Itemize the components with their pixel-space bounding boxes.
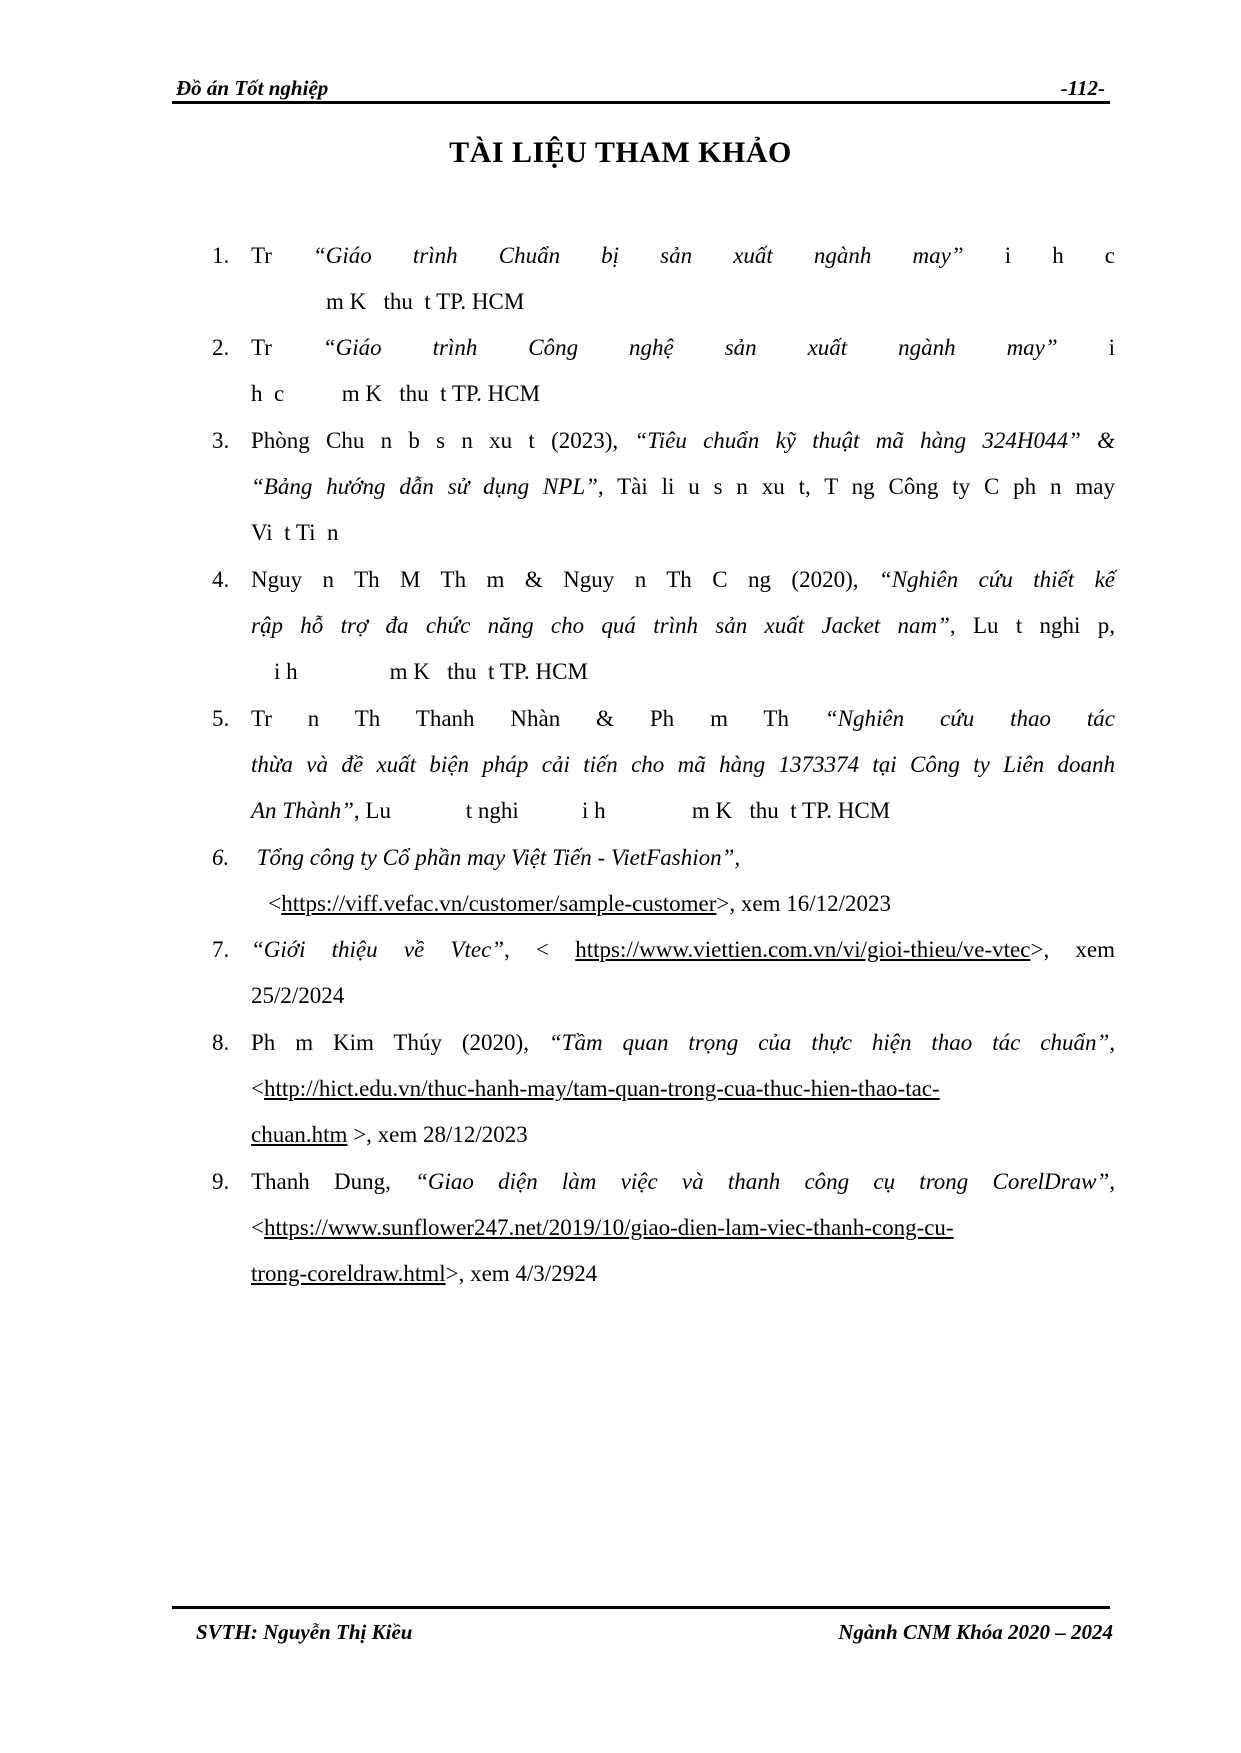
reference-text: , Lu t nghi p, [949, 613, 1115, 638]
reference-text: < [251, 1215, 264, 1240]
reference-text: < [251, 1076, 264, 1101]
reference-item-8 [212, 1020, 1115, 1158]
reference-item-3 [212, 418, 1115, 556]
reference-line [251, 464, 1115, 510]
reference-line [251, 881, 1115, 927]
reference-item-9 [212, 1159, 1115, 1297]
footer-divider [172, 1606, 1110, 1609]
reference-text: Ph m Kim Thúy (2020), [251, 1030, 529, 1055]
reference-text: Nguy n Th M Th m & Nguy n Th C ng (2020), [251, 567, 859, 592]
reference-line: 25/2/2024 [251, 983, 345, 1008]
reference-title: “Bảng hướng dẫn sử dụng NPL” [251, 474, 598, 499]
reference-text: Thanh Dung, [251, 1169, 391, 1194]
reference-title: An Thành” [251, 798, 354, 823]
reference-line [251, 325, 1115, 371]
reference-number: 6. [212, 845, 230, 870]
reference-line: h c m K thu t TP. HCM [251, 381, 541, 406]
reference-text: >, xem 28/12/2023 [347, 1122, 528, 1147]
reference-text: >, xem 16/12/2023 [716, 891, 892, 916]
reference-title: “Giáo trình Chuẩn bị sản xuất ngành may” [313, 243, 964, 268]
footer-program: Ngành CNM Khóa 2020 – 2024 [838, 1620, 1113, 1644]
reference-text: >, xem 4/3/2924 [445, 1261, 598, 1286]
reference-text: , Tài li u s n xu t, T ng Công ty C ph n may [597, 474, 1115, 499]
header-divider [172, 101, 1110, 104]
reference-number: 7. [212, 937, 230, 962]
reference-text: Tr [251, 335, 272, 360]
reference-title: “Tầm quan trọng của thực hiện thao tác chuẩn”, [548, 1030, 1115, 1055]
reference-line: i h m K thu t TP. HCM [251, 659, 588, 684]
reference-text: , < [504, 937, 576, 962]
reference-text: >, xem [1030, 937, 1115, 962]
reference-text: < [251, 891, 282, 916]
reference-line: Vi t Ti n [251, 520, 339, 545]
reference-line: m K thu t TP. HCM [326, 289, 525, 314]
reference-title: “Giao diện làm việc và thanh công cụ trong CorelDraw”, [415, 1169, 1115, 1194]
header-page-number: -112- [1060, 76, 1105, 100]
reference-item-5 [212, 696, 1116, 834]
reference-title: “Nghiên cứu thao tác [824, 706, 1116, 731]
reference-text: Tr [251, 243, 272, 268]
reference-number: 8. [212, 1030, 230, 1055]
reference-link[interactable]: trong-coreldraw.html [251, 1261, 446, 1286]
reference-link[interactable]: http://hict.edu.vn/thuc-hanh-may/tam-quan-trong-cua-thuc-hien-thao-tac- [263, 1076, 940, 1101]
reference-line [251, 1251, 1115, 1297]
reference-line [251, 557, 1115, 603]
reference-line [251, 696, 1115, 742]
reference-line [251, 927, 1115, 973]
reference-link[interactable]: https://www.viettien.com.vn/vi/gioi-thieu/ve-vtec [575, 937, 1031, 962]
reference-title: “Giới thiệu về Vtec” [251, 937, 505, 962]
reference-link[interactable]: https://www.sunflower247.net/2019/10/giao-dien-lam-viec-thanh-cong-cu- [263, 1215, 954, 1240]
page-title: TÀI LIỆU THAM KHẢO [449, 136, 792, 169]
reference-item-7 [212, 927, 1115, 1019]
reference-text: Phòng Chu n b s n xu t (2023), [251, 428, 619, 453]
reference-link[interactable]: chuan.htm [251, 1122, 348, 1147]
reference-title: rập hỗ trợ đa chức năng cho quá trình sản xuất Jacket nam” [251, 613, 950, 638]
reference-title: “Giáo trình Công nghệ sản xuất ngành may” [322, 335, 1058, 360]
reference-number: 9. [212, 1169, 230, 1194]
reference-text: Tr n Th Thanh Nhàn & Ph m Th [251, 706, 789, 731]
reference-line: thừa và đề xuất biện pháp cải tiến cho mã hàng 1373374 tại Công ty Liên doanh [251, 752, 1115, 777]
reference-number: 3. [212, 428, 230, 453]
reference-number: 4. [212, 567, 230, 592]
reference-line [251, 233, 1115, 279]
reference-line [251, 1112, 1115, 1158]
reference-number: 5. [212, 706, 230, 731]
reference-item-4 [212, 557, 1116, 695]
reference-line [251, 1159, 1115, 1205]
reference-title: “Nghiên cứu thiết kế [878, 567, 1116, 592]
reference-item-6 [212, 835, 1115, 927]
reference-item-1 [212, 233, 1116, 325]
reference-line [251, 788, 1115, 834]
footer-student-name: SVTH: Nguyễn Thị Kiều [196, 1620, 413, 1644]
reference-line [251, 1205, 1115, 1251]
reference-link[interactable]: https://viff.vefac.vn/customer/sample-customer [281, 891, 717, 916]
reference-item-2 [212, 325, 1116, 417]
reference-text: i h c [1004, 243, 1116, 268]
reference-number: 1. [212, 243, 230, 268]
reference-line [251, 1020, 1115, 1066]
reference-text: i [1108, 335, 1116, 360]
reference-line [251, 418, 1115, 464]
reference-text: , Lu t nghi i h m K thu t TP. HCM [353, 798, 891, 823]
reference-line: Tổng công ty Cổ phần may Việt Tiến - VietFashion”, [251, 845, 741, 870]
reference-line [251, 1066, 1115, 1112]
reference-line [251, 603, 1115, 649]
reference-number: 2. [212, 335, 230, 360]
header-document-type: Đồ án Tốt nghiệp [176, 76, 329, 100]
reference-title: “Tiêu chuẩn kỹ thuật mã hàng 324H044” & [634, 428, 1115, 453]
